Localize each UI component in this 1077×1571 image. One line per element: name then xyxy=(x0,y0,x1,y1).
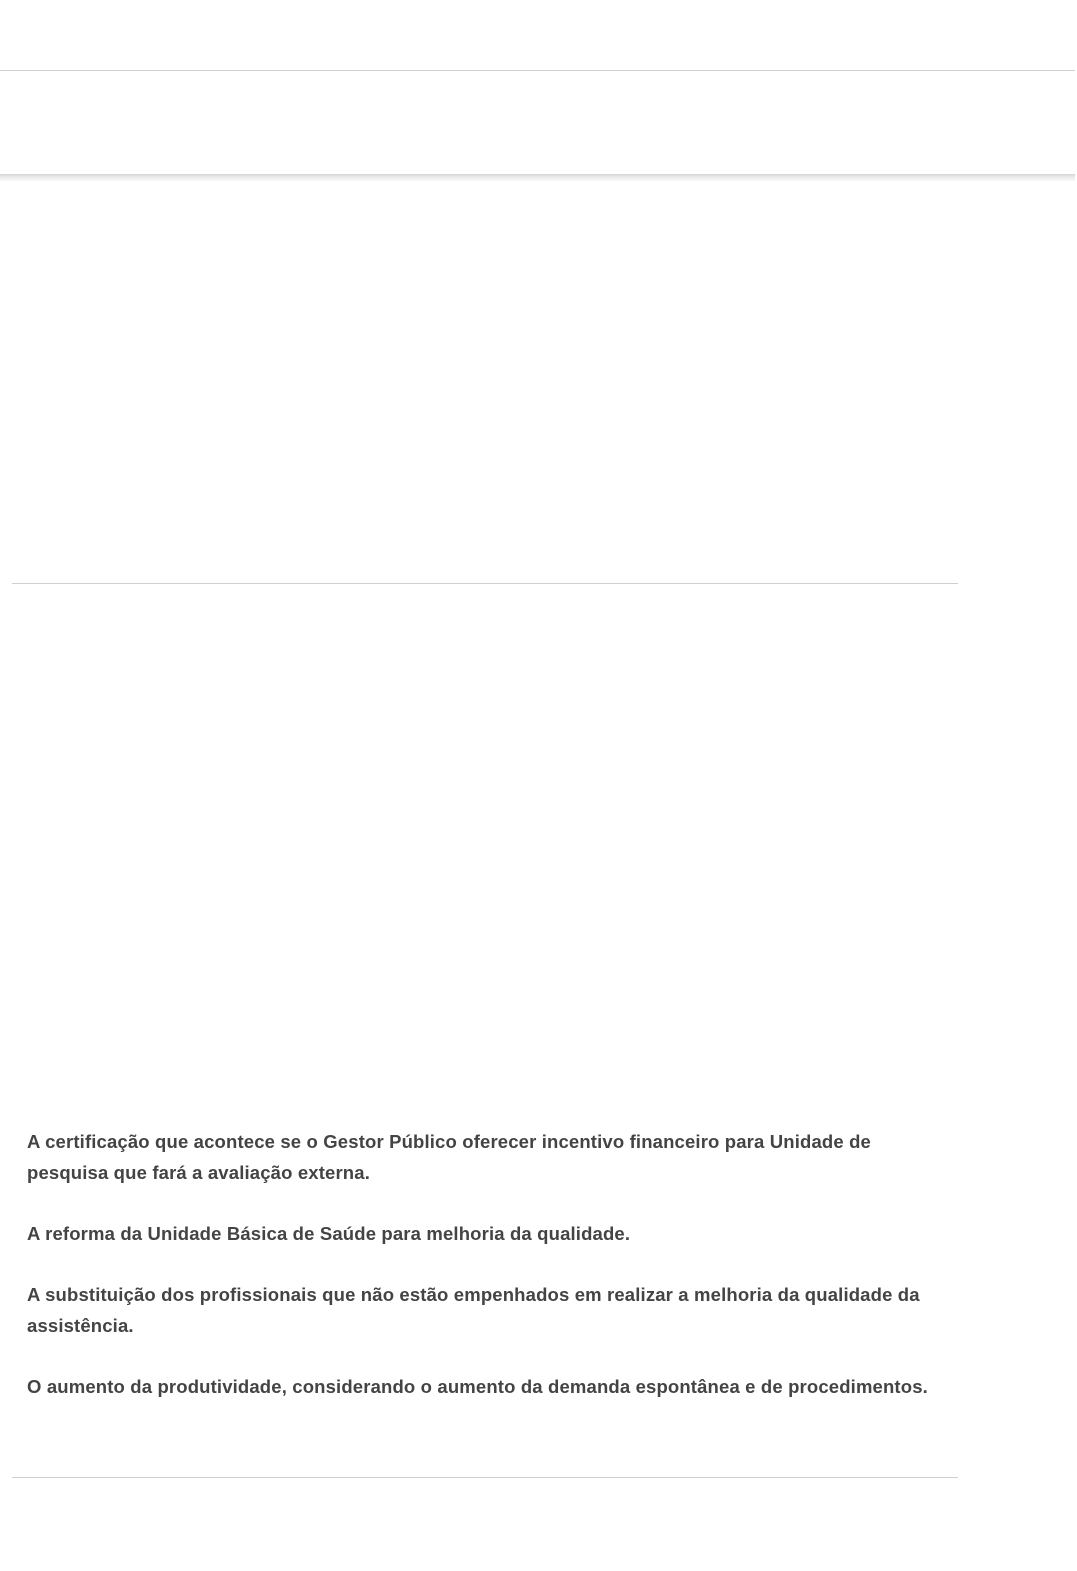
bottom-divider xyxy=(12,1477,958,1478)
section-divider xyxy=(12,583,958,584)
answer-option-c[interactable]: A substituição dos profissionais que não estão empenhados em realizar a melhoria da qualidade da assistência. xyxy=(27,1284,920,1336)
answer-options-list xyxy=(27,1126,947,1432)
answer-option-a[interactable]: A certificação que acontece se o Gestor Público oferecer incentivo financeiro para Unidade de pesquisa que fará a avaliação externa. xyxy=(27,1131,871,1183)
answer-option-d[interactable]: O aumento da produtividade, considerando o aumento da demanda espontânea e de procedimentos. xyxy=(27,1376,928,1397)
top-divider xyxy=(0,70,1075,71)
header-divider xyxy=(0,174,1075,181)
answer-option-b[interactable]: A reforma da Unidade Básica de Saúde para melhoria da qualidade. xyxy=(27,1223,631,1244)
